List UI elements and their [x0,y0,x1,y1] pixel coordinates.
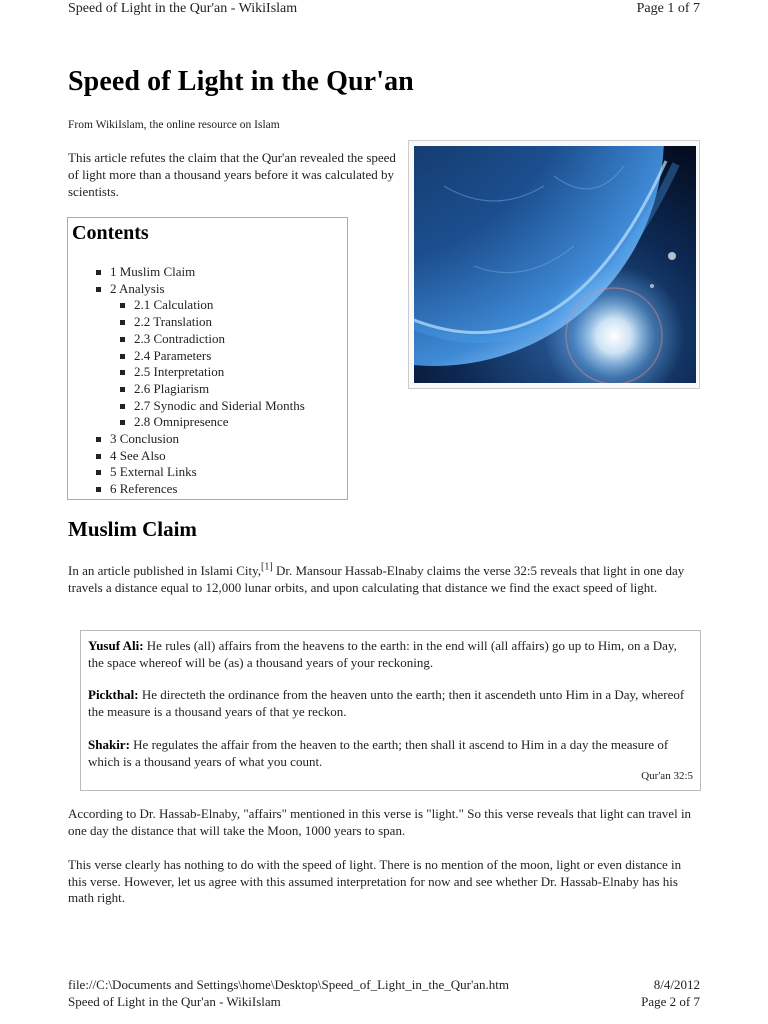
toc-list [96,264,305,498]
translator-name: Shakir: [88,737,130,752]
toc-item-conclusion[interactable]: 3 Conclusion [96,431,305,448]
quote-shakir [88,736,694,770]
quote-yusuf-ali [88,637,694,671]
toc-subitem-synodic-siderial[interactable]: 2.7 Synodic and Siderial Months [120,398,305,415]
rebuttal-paragraph: This verse clearly has nothing to do with the speed of light. There is no mention of the moon, light or even distance in this verse. However, let us agree with this assumed interpretation for now and see whether Dr. Hassab-Elnaby has his math right. [68,857,682,905]
print-header-title: Speed of Light in the Qur'an - WikiIslam [68,1,298,16]
toc-item-external-links[interactable]: 5 External Links [96,464,305,481]
toc-item-references[interactable]: 6 References [96,481,305,498]
earth-illustration-svg [414,146,696,383]
page-title: Speed of Light in the Qur'an [68,66,414,97]
claim-paragraph [68,563,700,596]
site-sub: From WikiIslam, the online resource on Islam [68,119,280,131]
quote-pickthal [88,686,694,720]
affairs-paragraph: According to Dr. Hassab-Elnaby, "affairs" mentioned in this verse is "light." So this verse reveals that light can travel in one day the distance that will take the Moon, 1000 years to span. [68,806,692,838]
print-footer-date: 8/4/2012 [653,977,700,992]
table-of-contents [67,217,348,500]
toc-subitem-translation[interactable]: 2.2 Translation [120,314,305,331]
quote-text: He rules (all) affairs from the heavens to the earth: in the end will (all affairs) go up to Him, on a Day, the space whereof will be (as) a thousand years of your reckoning. [88,638,677,670]
claim-text-start: In an article published in Islami City, [68,563,262,578]
print-header-next-title: Speed of Light in the Qur'an - WikiIslam [68,994,281,1009]
print-footer-path: file://C:\Documents and Settings\home\Desktop\Speed_of_Light_in_the_Qur'an.htm [68,977,510,992]
intro-paragraph: This article refutes the claim that the Qur'an revealed the speed of light more than a thousand years before it was calculated by scientists. [68,150,396,199]
print-header-next-page: Page 2 of 7 [641,994,700,1009]
toc-subitem-calculation[interactable]: 2.1 Calculation [120,297,305,314]
toc-subitem-parameters[interactable]: 2.4 Parameters [120,348,305,365]
print-header-page: Page 1 of 7 [636,1,700,16]
toc-subitem-omnipresence[interactable]: 2.8 Omnipresence [120,414,305,431]
toc-item-label[interactable]: 2 Analysis [110,280,165,296]
section-heading-muslim-claim: Muslim Claim [68,517,197,541]
print-header [68,1,700,17]
quote-text: He regulates the affair from the heaven to the earth; then shall it ascend to Him in a day the measure of which is a thousand years of what you count. [88,737,669,769]
toc-subitem-plagiarism[interactable]: 2.6 Plagiarism [120,381,305,398]
quote-text: He directeth the ordinance from the heaven unto the earth; then it ascendeth unto Him in a Day, whereof the measure is a thousand years of that ye reckon. [88,687,685,719]
quran-quote-box [80,630,701,791]
toc-subitem-contradiction[interactable]: 2.3 Contradiction [120,331,305,348]
claim-text-end: Dr. Mansour Hassab-Elnaby claims the verse 32:5 reveals that light in one day travels a distance equal to 12,000 lunar orbits, and upon calculating that distance we find the exact speed of light. [68,563,685,595]
translator-name: Pickthal: [88,687,139,702]
article-image-frame [408,140,700,389]
translator-name: Yusuf Ali: [88,638,144,653]
earth-from-space-illustration[interactable] [414,146,696,383]
quote-source[interactable]: Qur'an 32:5 [641,770,693,782]
toc-item-analysis[interactable] [96,281,305,298]
toc-heading: Contents [72,222,149,244]
toc-item-muslim-claim[interactable]: 1 Muslim Claim [96,264,305,281]
toc-subitem-interpretation[interactable]: 2.5 Interpretation [120,364,305,381]
toc-item-see-also[interactable]: 4 See Also [96,448,305,465]
footnote-link-1[interactable]: [1] [261,561,273,573]
